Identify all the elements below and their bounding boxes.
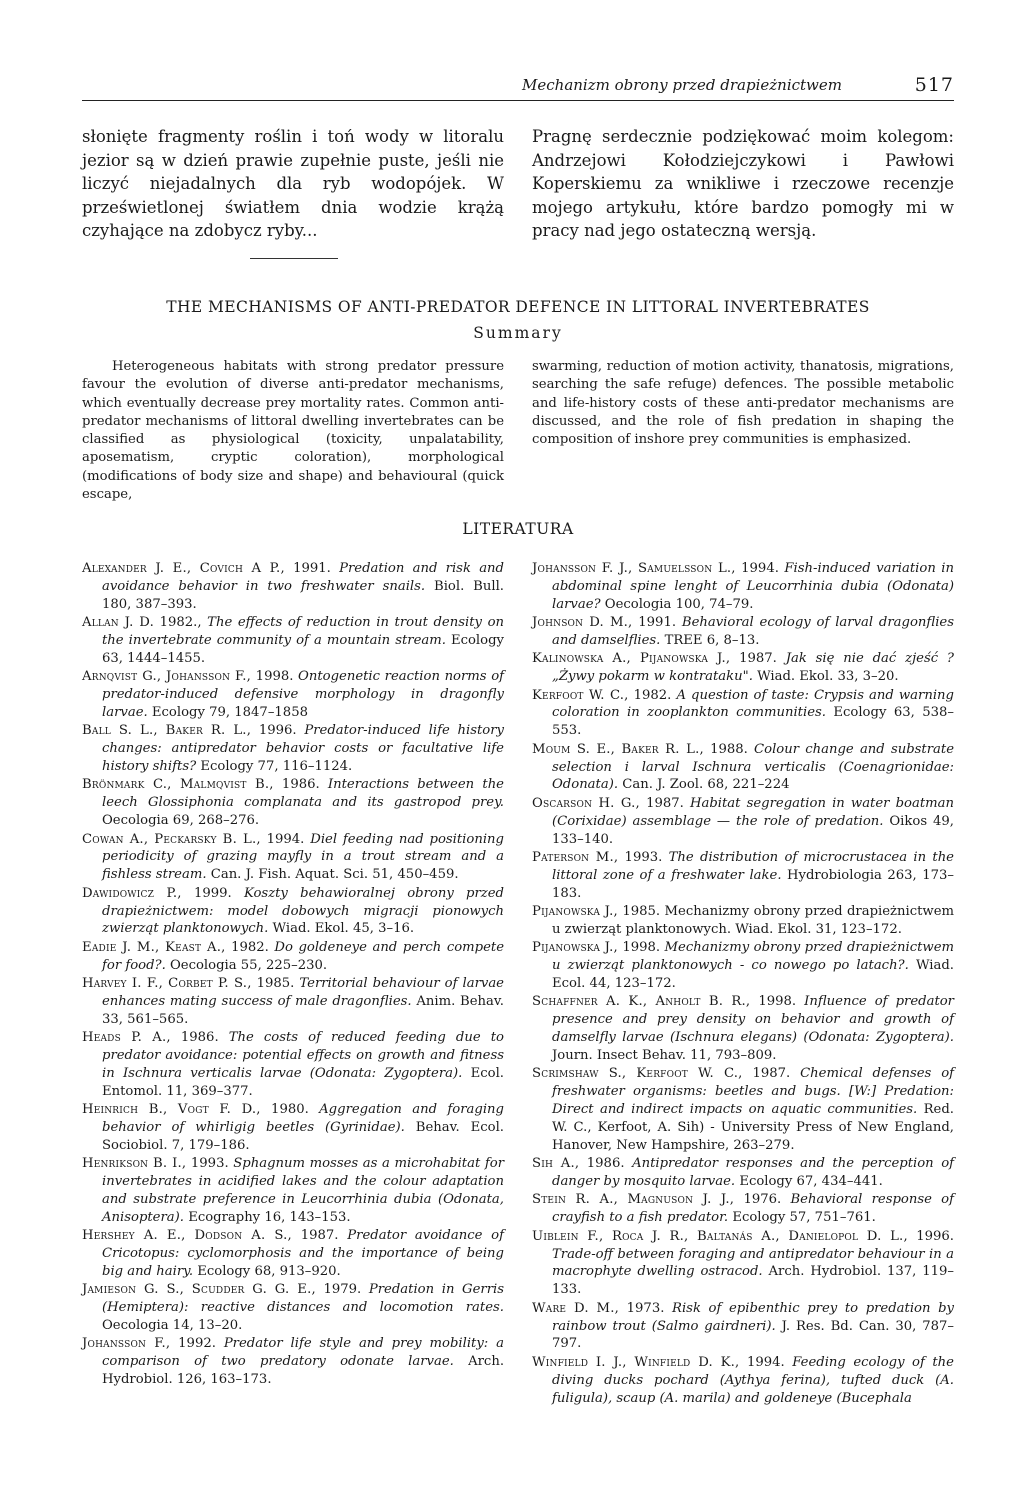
reference-entry bbox=[532, 795, 954, 849]
reference-authors: Cowan A., Peckarsky B. L., bbox=[82, 831, 261, 847]
reference-year: 1994. bbox=[735, 561, 785, 576]
reference-title: Interactions between the leech Glossiphonia complanata and its gastropod prey. bbox=[102, 777, 504, 811]
reference-entry bbox=[532, 1228, 954, 1300]
reference-authors: Allan J. D. bbox=[82, 615, 154, 631]
reference-details: Red. W. C., Kerfoot, A. Sih) - University Press of New England, Hanover, New Hampshire, 263–279. bbox=[552, 1102, 954, 1153]
reference-details: Wiad. Ekol. 33, 3–20. bbox=[752, 669, 899, 685]
reference-authors: Paterson M., bbox=[532, 849, 619, 865]
reference-entry bbox=[532, 1191, 954, 1227]
reference-entry bbox=[82, 831, 504, 885]
reference-year: 1986. bbox=[273, 777, 328, 793]
reference-title: Predation in Gerris (Hemiptera): reactive distances and locomotion rates. bbox=[102, 1282, 504, 1316]
acknowledgement-column bbox=[532, 125, 954, 243]
reference-authors: Harvey I. F., Corbet P. S., bbox=[82, 975, 252, 991]
reference-year: 1991. bbox=[284, 561, 340, 576]
reference-title: Trade-off between foraging and antipredator behaviour in a macrophyte dwelling ostracod. bbox=[552, 1246, 954, 1280]
reference-title: Behavioral response of crayfish to a fish predator. bbox=[552, 1192, 955, 1226]
reference-year: 1987. bbox=[291, 1228, 348, 1244]
section-separator bbox=[250, 258, 338, 259]
reference-title: Risk of epibenthic prey to predation by rainbow trout (Salmo gairdneri). bbox=[552, 1300, 955, 1334]
reference-entry bbox=[532, 1300, 954, 1354]
reference-year: 1992. bbox=[170, 1336, 224, 1352]
reference-title: Influence of predator presence and prey density on behavior and growth of damselfly larvae (Ischnura elegans) (Odonata: Zygoptera). bbox=[552, 994, 954, 1046]
reference-authors: Dawidowicz P., bbox=[82, 885, 182, 901]
reference-details: Ecology 68, 913–920. bbox=[193, 1264, 341, 1280]
reference-year: 1985. bbox=[617, 903, 665, 919]
reference-title: Habitat segregation in water boatman (Corixidae) assemblage — the role of predation. bbox=[552, 795, 954, 829]
reference-title: Feeding ecology of the diving ducks pochard (Aythya ferina), tufted duck (A. fuligula), scaup (A. marila) and goldeneye (Bucephala bbox=[552, 1354, 954, 1406]
reference-year: 1996. bbox=[907, 1228, 955, 1244]
reference-year: 1987. bbox=[639, 795, 690, 811]
reference-authors: Schaffner A. K., Anholt B. R., bbox=[532, 994, 751, 1010]
reference-authors: Arnqvist G., Johansson F., bbox=[82, 669, 252, 685]
reference-entry bbox=[82, 975, 504, 1029]
reference-year: 1986. bbox=[579, 1156, 633, 1172]
reference-title: Diel feeding nad positioning periodicity of grazing mayfly in a trout stream and a fishless stream. bbox=[102, 831, 504, 883]
reference-entry bbox=[82, 560, 504, 614]
reference-title: Territorial behaviour of larvae enhances mating success of male dragonflies. bbox=[102, 975, 504, 1009]
reference-year: 1998. bbox=[251, 669, 299, 685]
reference-authors: Johnson D. M., bbox=[532, 615, 633, 631]
reference-year: 1993. bbox=[186, 1156, 234, 1172]
reference-year: 1993. bbox=[618, 849, 669, 865]
summary-left-column bbox=[82, 358, 504, 504]
reference-year: 1987. bbox=[742, 1066, 801, 1082]
running-title: Mechanizm obrony przed drapieżnictwem bbox=[522, 76, 842, 94]
reference-details: Ecol. Entomol. 11, 369–377. bbox=[102, 1065, 504, 1099]
reference-authors: Henrikson B. I., bbox=[82, 1156, 187, 1172]
reference-authors: Eadie J. M., Keast A., bbox=[82, 939, 226, 955]
reference-details: Mechanizmy obrony przed drapieżnictwem u zwierząt planktonowych. Wiad. Ekol. 31, 123–172. bbox=[552, 903, 955, 937]
reference-year: 1973. bbox=[619, 1300, 673, 1316]
reference-entry bbox=[82, 668, 504, 722]
intro-paragraph: słonięte fragmenty roślin i toń wody w litoralu jezior są w dzień prawie zupełnie puste, jeśli nie liczyć niejadalnych dla ryb wodopójek. W prześwietlonej światłem dnia wodzie krążą czyhające na zdobycz ryby... bbox=[82, 127, 504, 240]
reference-entry bbox=[532, 687, 954, 741]
reference-entry bbox=[532, 614, 954, 650]
reference-year: 1980. bbox=[260, 1102, 320, 1118]
references-right-column bbox=[532, 560, 954, 1408]
reference-year: 1982., bbox=[154, 615, 208, 631]
reference-authors: Brönmark C., Malmqvist B., bbox=[82, 777, 274, 793]
reference-details: Behav. Ecol. Sociobiol. 7, 179–186. bbox=[102, 1120, 504, 1153]
reference-title: The distribution of microcrustacea in the littoral zone of a freshwater lake. bbox=[552, 849, 954, 883]
reference-details: Biol. Bull. 180, 387–393. bbox=[102, 578, 504, 612]
reference-authors: Oscarson H. G., bbox=[532, 795, 640, 811]
reference-authors: Johansson F. J., Samuelsson L., bbox=[532, 561, 736, 576]
intro-column bbox=[82, 125, 504, 243]
reference-year: 1979. bbox=[315, 1282, 369, 1298]
reference-details: Oecologia 55, 225–230. bbox=[165, 957, 328, 973]
reference-title: Ontogenetic reaction norms of predator-induced defensive morphology in dragonfly larvae. bbox=[102, 669, 505, 721]
reference-title: A question of taste: Crypsis and warning coloration in zooplankton communities. bbox=[552, 687, 954, 721]
reference-details: Ecology 57, 751–761. bbox=[728, 1210, 876, 1226]
reference-details: Wiad. Ekol. 45, 3–16. bbox=[268, 921, 415, 937]
summary-subtitle: Summary bbox=[473, 324, 563, 342]
reference-title: Do goldeneye and perch compete for food?. bbox=[102, 939, 505, 973]
reference-details: Anim. Behav. 33, 561–565. bbox=[102, 993, 504, 1027]
reference-authors: Kalinowska A., Pijanowska J., bbox=[532, 651, 731, 667]
reference-details: Ecology 79, 1847–1858 bbox=[147, 705, 308, 721]
reference-details: Hydrobiologia 263, 173–183. bbox=[552, 867, 954, 901]
reference-entry bbox=[82, 722, 504, 776]
acknowledgement-paragraph: Pragnę serdecznie podziękować moim kolegom: Andrzejowi Kołodziejczykowi i Pawłowi Koperskiemu za wnikliwe i rzeczowe recenzje mojego artykułu, które bardzo pomogły mi w pracy nad jego ostateczną wersją. bbox=[532, 127, 954, 240]
reference-entry bbox=[532, 849, 954, 903]
reference-entry bbox=[82, 1155, 504, 1227]
reference-title: Sphagnum mosses as a microhabitat for invertebrates in acidified lakes and the colour adaptation and substrate preference in Leucorrhinia dubia (Odonata, Anisoptera). bbox=[102, 1156, 504, 1225]
reference-year: 1982. bbox=[628, 687, 677, 703]
reference-details: J. Res. Bd. Can. 30, 787–797. bbox=[552, 1318, 955, 1352]
reference-title: Predator life style and prey mobility: a comparison of two predatory odonate larvae. bbox=[102, 1336, 504, 1370]
reference-details: Can. J. Zool. 68, 221–224 bbox=[618, 777, 790, 793]
reference-authors: Ball S. L., Baker R. L., bbox=[82, 723, 252, 739]
reference-title: The costs of reduced feeding due to predator avoidance: potential effects on growth and fitness in Ischnura verticalis larvae (Odonata: Zygoptera). bbox=[102, 1030, 504, 1081]
reference-authors: Ware D. M., bbox=[532, 1300, 620, 1316]
reference-details: Oecologia 100, 74–79. bbox=[600, 596, 754, 612]
reference-title: The effects of reduction in trout density on the invertebrate community of a mountain stream. bbox=[102, 615, 504, 649]
reference-details: Oecologia 14, 13–20. bbox=[102, 1318, 243, 1334]
reference-authors: Kerfoot W. C., bbox=[532, 687, 629, 703]
reference-entry bbox=[532, 650, 954, 686]
reference-entry bbox=[532, 741, 954, 795]
reference-details: Can. J. Fish. Aquat. Sci. 51, 450–459. bbox=[206, 867, 459, 883]
reference-year: 1988. bbox=[703, 741, 755, 757]
reference-title: Chemical defenses of freshwater organisms: beetles and bugs. [W:] Predation: Direct and indirect impacts on aquatic communities. bbox=[552, 1066, 955, 1118]
reference-title: Predator-induced life history changes: antipredator behavior costs or facultative life history shifts? bbox=[102, 723, 504, 775]
reference-entry bbox=[532, 560, 954, 614]
reference-year: 1994. bbox=[260, 831, 311, 847]
reference-year: 1999. bbox=[181, 885, 244, 901]
reference-title: Predator avoidance of Cricotopus: cyclomorphosis and the importance of being big and hairy. bbox=[102, 1228, 504, 1280]
reference-entry bbox=[82, 1335, 504, 1389]
reference-entry bbox=[532, 993, 954, 1065]
references-left-column bbox=[82, 560, 504, 1390]
reference-details: Journ. Insect Behav. 11, 793–809. bbox=[552, 1047, 777, 1063]
reference-authors: Heinrich B., Vogt F. D., bbox=[82, 1102, 261, 1118]
summary-left-text: Heterogeneous habitats with strong predator pressure favour the evolution of diverse anti-predator mechanisms, which eventually decrease prey mortality rates. Common anti-predator mechanisms of littoral dwelling invertebrates can be classified as physiological (toxicity, unpalatability, aposematism, cryptic coloration), morphological (modifications of body size and shape) and behavioural (quick escape, bbox=[82, 359, 504, 503]
reference-year: 1986. bbox=[170, 1030, 229, 1046]
reference-title: Fish-induced variation in abdominal spine lenght of Leucorrhinia dubia (Odonata) larvae? bbox=[552, 561, 954, 612]
reference-details: Arch. Hydrobiol. 126, 163–173. bbox=[102, 1354, 505, 1388]
reference-authors: Scrimshaw S., Kerfoot W. C., bbox=[532, 1066, 743, 1082]
reference-entry bbox=[82, 614, 504, 668]
reference-authors: Sih A., bbox=[532, 1156, 580, 1172]
page-number: 517 bbox=[914, 74, 954, 96]
reference-entry bbox=[82, 939, 504, 975]
reference-authors: Pijanowska J., bbox=[532, 940, 618, 956]
reference-details: Ecology 67, 434–441. bbox=[735, 1174, 883, 1190]
reference-entry bbox=[532, 903, 954, 939]
running-header bbox=[82, 74, 954, 101]
reference-details: Oecologia 69, 268–276. bbox=[102, 813, 260, 829]
reference-authors: Winfield I. J., Winfield D. K., bbox=[532, 1354, 740, 1370]
reference-entry bbox=[82, 885, 504, 939]
reference-year: 1991. bbox=[632, 615, 682, 631]
reference-authors: Uiblein F., Roca J. R., Baltanás A., Danielopol D. L., bbox=[532, 1228, 908, 1244]
reference-details: Oikos 49, 133–140. bbox=[552, 813, 954, 847]
reference-authors: Johansson F., bbox=[82, 1336, 171, 1352]
reference-authors: Moum S. E., Baker R. L., bbox=[532, 741, 704, 757]
reference-details: Arch. Hydrobiol. 137, 119–133. bbox=[552, 1264, 954, 1298]
reference-title: Jak się nie dać zjeść ? „Żywy pokarm w kontrataku". bbox=[552, 651, 955, 685]
reference-title: Mechanizmy obrony przed drapieżnictwem u zwierząt planktonowych - co nowego po latach?. bbox=[552, 940, 955, 974]
reference-entry bbox=[532, 1354, 954, 1408]
reference-title: Aggregation and foraging behavior of whirligig beetles (Gyrinidae). bbox=[102, 1102, 504, 1135]
reference-year: 1985. bbox=[251, 975, 300, 991]
reference-title: Predation and risk and avoidance behavior in two freshwater snails. bbox=[102, 561, 504, 594]
reference-year: 1976. bbox=[734, 1192, 791, 1208]
reference-entry bbox=[82, 1281, 504, 1335]
reference-authors: Jamieson G. S., Scudder G. G. E., bbox=[82, 1282, 316, 1298]
reference-entry bbox=[82, 1227, 504, 1281]
reference-details: Ecology 63, 1444–1455. bbox=[102, 633, 504, 666]
reference-authors: Heads P. A., bbox=[82, 1030, 171, 1046]
reference-entry bbox=[82, 1029, 504, 1101]
reference-entry bbox=[532, 1065, 954, 1155]
reference-title: Behavioral ecology of larval dragonflies and damselflies. bbox=[552, 615, 955, 649]
reference-year: 1982. bbox=[225, 939, 275, 955]
reference-year: 1996. bbox=[251, 723, 305, 739]
reference-details: Ecography 16, 143–153. bbox=[184, 1209, 351, 1225]
reference-entry bbox=[82, 1101, 504, 1155]
reference-authors: Pijanowska J., bbox=[532, 903, 618, 919]
summary-right-column bbox=[532, 358, 954, 449]
reference-details: Ecology 63, 538–553. bbox=[552, 705, 954, 739]
reference-details: Wiad. Ecol. 44, 123–172. bbox=[552, 958, 954, 991]
reference-details: TREE 6, 8–13. bbox=[660, 633, 760, 649]
summary-right-text: swarming, reduction of motion activity, thanatosis, migrations, searching the safe refuge) defences. The possible metabolic and life-history costs of these anti-predator mechanisms are discussed, and the role of fish predation in shaping the composition of inshore prey communities is emphasized. bbox=[532, 359, 954, 448]
reference-authors: Hershey A. E., Dodson A. S., bbox=[82, 1228, 292, 1244]
reference-year: 1998. bbox=[750, 994, 805, 1010]
reference-authors: Alexander J. E., Covich A P., bbox=[82, 561, 285, 576]
reference-entry bbox=[82, 776, 504, 830]
reference-title: Koszty behawioralnej obrony przed drapieżnictwem: model dobowych migracji pionowych zwierząt planktonowych. bbox=[102, 885, 504, 937]
reference-entry bbox=[532, 1155, 954, 1191]
reference-entry bbox=[532, 939, 954, 993]
reference-year: 1987. bbox=[730, 651, 786, 667]
reference-title: Antipredator responses and the perception of danger by mosquito larvae. bbox=[552, 1156, 955, 1190]
reference-year: 1994. bbox=[739, 1354, 793, 1370]
reference-title: Colour change and substrate selection i larval Ischnura verticalis (Coenagrionidae: Odonata). bbox=[552, 741, 954, 793]
summary-title: THE MECHANISMS OF ANTI-PREDATOR DEFENCE IN LITTORAL INVERTEBRATES bbox=[166, 298, 870, 316]
reference-authors: Stein R. A., Magnuson J. J., bbox=[532, 1192, 735, 1208]
reference-details: Ecology 77, 116–1124. bbox=[196, 759, 353, 775]
reference-year: 1998. bbox=[617, 940, 665, 956]
literature-title: LITERATURA bbox=[462, 520, 574, 538]
